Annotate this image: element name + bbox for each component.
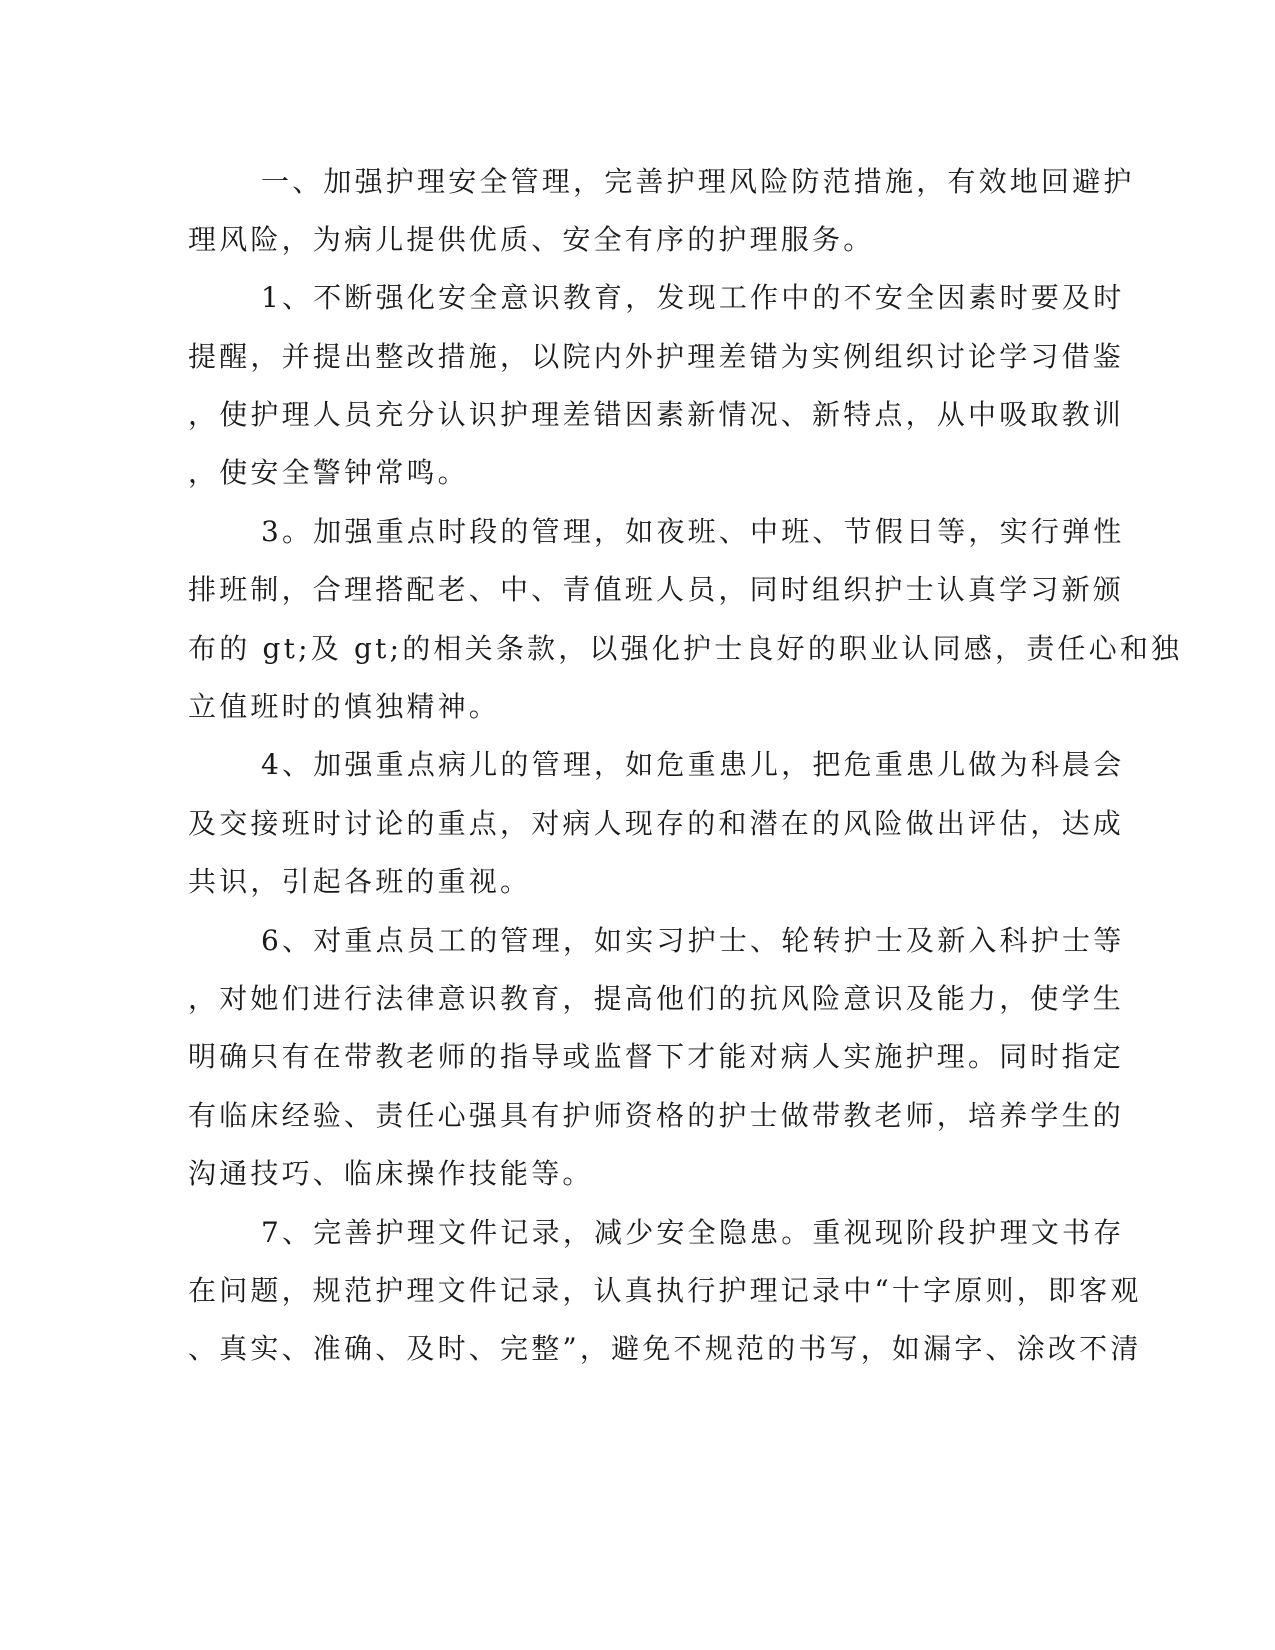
- paragraph-5-line-1: 6、对重点员工的管理，如实习护士、轮转护士及新入科护士等: [261, 924, 1125, 957]
- paragraph-3-line-4: 立值班时的慎独精神。: [188, 690, 501, 723]
- paragraph-5-line-3: 明确只有在带教老师的指导或监督下才能对病人实施护理。同时指定: [188, 1040, 1125, 1073]
- paragraph-2-line-3: ，使护理人员充分认识护理差错因素新情况、新特点，从中吸取教训: [188, 398, 1125, 431]
- paragraph-2-line-2: 提醒，并提出整改措施，以院内外护理差错为实例组织讨论学习借鉴: [188, 340, 1125, 373]
- paragraph-2-line-4: ，使安全警钟常鸣。: [188, 456, 469, 489]
- paragraph-2-line-1: 1、不断强化安全意识教育，发现工作中的不安全因素时要及时: [261, 281, 1125, 314]
- paragraph-5-line-4: 有临床经验、责任心强具有护师资格的护士做带教老师，培养学生的: [188, 1099, 1125, 1132]
- paragraph-4-line-1: 4、加强重点病儿的管理，如危重患儿，把危重患儿做为科晨会: [261, 748, 1125, 781]
- paragraph-4-line-2: 及交接班时讨论的重点，对病人现存的和潜在的风险做出评估，达成: [188, 807, 1125, 840]
- paragraph-1-line-2: 理风险，为病儿提供优质、安全有序的护理服务。: [188, 223, 875, 256]
- paragraph-5-line-2: ，对她们进行法律意识教育，提高他们的抗风险意识及能力，使学生: [188, 982, 1125, 1015]
- paragraph-5-line-5: 沟通技巧、临床操作技能等。: [188, 1157, 594, 1190]
- paragraph-1-line-1: 一、加强护理安全管理，完善护理风险防范措施，有效地回避护: [261, 165, 1135, 198]
- paragraph-3-line-3: 布的 gt;及 gt;的相关条款，以强化护士良好的职业认同感，责任心和独: [188, 632, 1183, 665]
- paragraph-3-line-2: 排班制，合理搭配老、中、青值班人员，同时组织护士认真学习新颁: [188, 573, 1125, 606]
- paragraph-6-line-1: 7、完善护理文件记录，减少安全隐患。重视现阶段护理文书存: [261, 1216, 1125, 1249]
- paragraph-4-line-3: 共识，引起各班的重视。: [188, 865, 532, 898]
- paragraph-3-line-1: 3。加强重点时段的管理，如夜班、中班、节假日等，实行弹性: [261, 515, 1125, 548]
- paragraph-6-line-2: 在问题，规范护理文件记录，认真执行护理记录中“十字原则，即客观: [188, 1274, 1142, 1307]
- paragraph-6-line-3: 、真实、准确、及时、完整”，避免不规范的书写，如漏字、涂改不清: [188, 1332, 1142, 1365]
